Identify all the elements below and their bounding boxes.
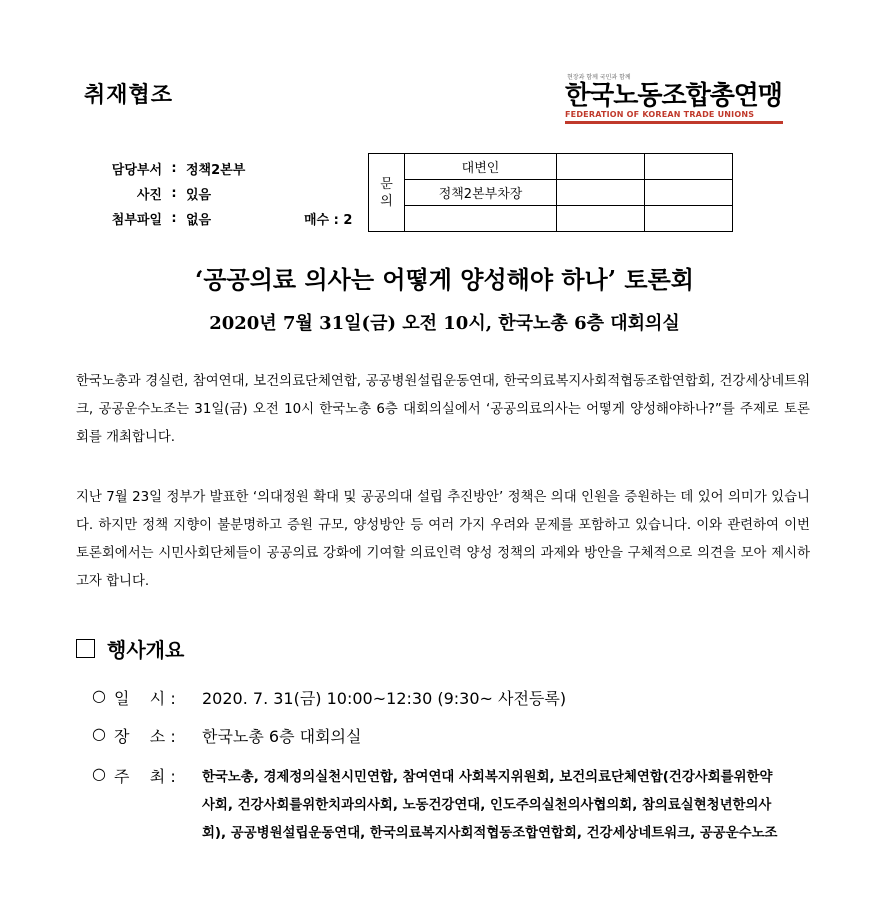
- logo-english-name: FEDERATION OF KOREAN TRADE UNIONS: [565, 110, 755, 119]
- contact-label-2: 의: [380, 193, 393, 209]
- department-label: 담당부서: [111, 163, 162, 178]
- logo-underline: [565, 121, 783, 124]
- attachment-value: 없음: [186, 213, 212, 228]
- list-item-organizers: [92, 764, 782, 848]
- contact-cell: 정책2본부차장: [405, 180, 557, 206]
- page-count: 매수 : 2: [304, 213, 353, 228]
- circle-bullet-icon: ○: [92, 724, 106, 743]
- logo-tagline: 현장과 함께 국민과 함께: [567, 74, 631, 81]
- contact-cell: [645, 154, 733, 180]
- contact-cell: [405, 206, 557, 232]
- contact-cell: 대변인: [405, 154, 557, 180]
- item-value: 2020. 7. 31(금) 10:00~12:30 (9:30~ 사전등록): [202, 689, 567, 708]
- contact-cell: [645, 206, 733, 232]
- photo-label: 사진: [136, 188, 162, 203]
- event-datetime-location: 2020년 7월 31일(금) 오전 10시, 한국노총 6층 대회의실: [209, 313, 680, 334]
- section-title: 행사개요: [107, 638, 185, 662]
- background-paragraph: 지난 7월 23일 정부가 발표한 ‘의대정원 확대 및 공공의대 설립 추진방안’ 정책은 의대 인원을 증원하는 데 있어 의미가 있습니다. 하지만 정책 지향이 불분명하고 증원 규모, 양성방안 등 여러 가지 우려와 문제를 포함하고 있습니다. 이와 관련하여 이번 토론회에서는 시민사회단체들이 공공의료 강화에 기여할 의료인력 양성 정책의 과제와 방안을 구체적으로 의견을 모아 제시하고자 합니다.: [76, 490, 810, 589]
- item-label: 주 최 :: [114, 767, 176, 786]
- item-label: 장 소 :: [114, 727, 176, 746]
- meta-row-department: 담당부서 : 정책2본부: [90, 156, 352, 181]
- item-value: 한국노총, 경제정의실천시민연합, 참여연대 사회복지위원회, 보건의료단체연합(건강사회를위한약사회, 건강사회를위한치과의사회, 노동건강연대, 인도주의실천의사협의회, 참의료실현청년한의사회), 공공병원설립운동연대, 한국의료복지사회적협동조합연합회, 건강세상네트워크, 공공운수노조: [202, 770, 778, 841]
- intro-paragraph: 한국노총과 경실련, 참여연대, 보건의료단체연합, 공공병원설립운동연대, 한국의료복지사회적협동조합연합회, 건강세상네트워크, 공공운수노조는 31일(금) 오전 10시 한국노총 6층 대회의실에서 ‘공공의료의사는 어떻게 양성해야하나?”를 주제로 토론회를 개최합니다.: [76, 374, 810, 445]
- section-heading: [76, 634, 184, 663]
- list-item-date: [92, 686, 566, 709]
- page-title: ‘공공의료 의사는 어떻게 양성해야 하나’ 토론회: [195, 265, 694, 294]
- contact-table: [368, 153, 733, 232]
- photo-value: 있음: [186, 188, 212, 203]
- logo-name: 한국노동조합총연맹: [565, 81, 783, 111]
- document-meta: [90, 156, 352, 231]
- circle-bullet-icon: ○: [92, 686, 106, 705]
- contact-cell: [645, 180, 733, 206]
- item-label: 일 시 :: [114, 689, 176, 708]
- organization-logo: [565, 74, 785, 124]
- contact-label-1: 문: [380, 176, 393, 192]
- list-item-location: [92, 724, 361, 747]
- contact-vertical-label: [369, 154, 405, 232]
- checkbox-square-icon: [76, 639, 95, 658]
- document-type-label: 취재협조: [84, 83, 174, 108]
- department-value: 정책2본부: [186, 163, 246, 178]
- item-value: 한국노총 6층 대회의실: [202, 727, 362, 746]
- contact-cell: [557, 154, 645, 180]
- contact-cell: [557, 180, 645, 206]
- circle-bullet-icon: ○: [92, 764, 106, 783]
- meta-row-attachment: 첨부파일 : 없음 매수 : 2: [90, 206, 352, 231]
- contact-cell: [557, 206, 645, 232]
- meta-row-photo: 사진 : 있음: [90, 181, 352, 206]
- attachment-label: 첨부파일: [111, 213, 162, 228]
